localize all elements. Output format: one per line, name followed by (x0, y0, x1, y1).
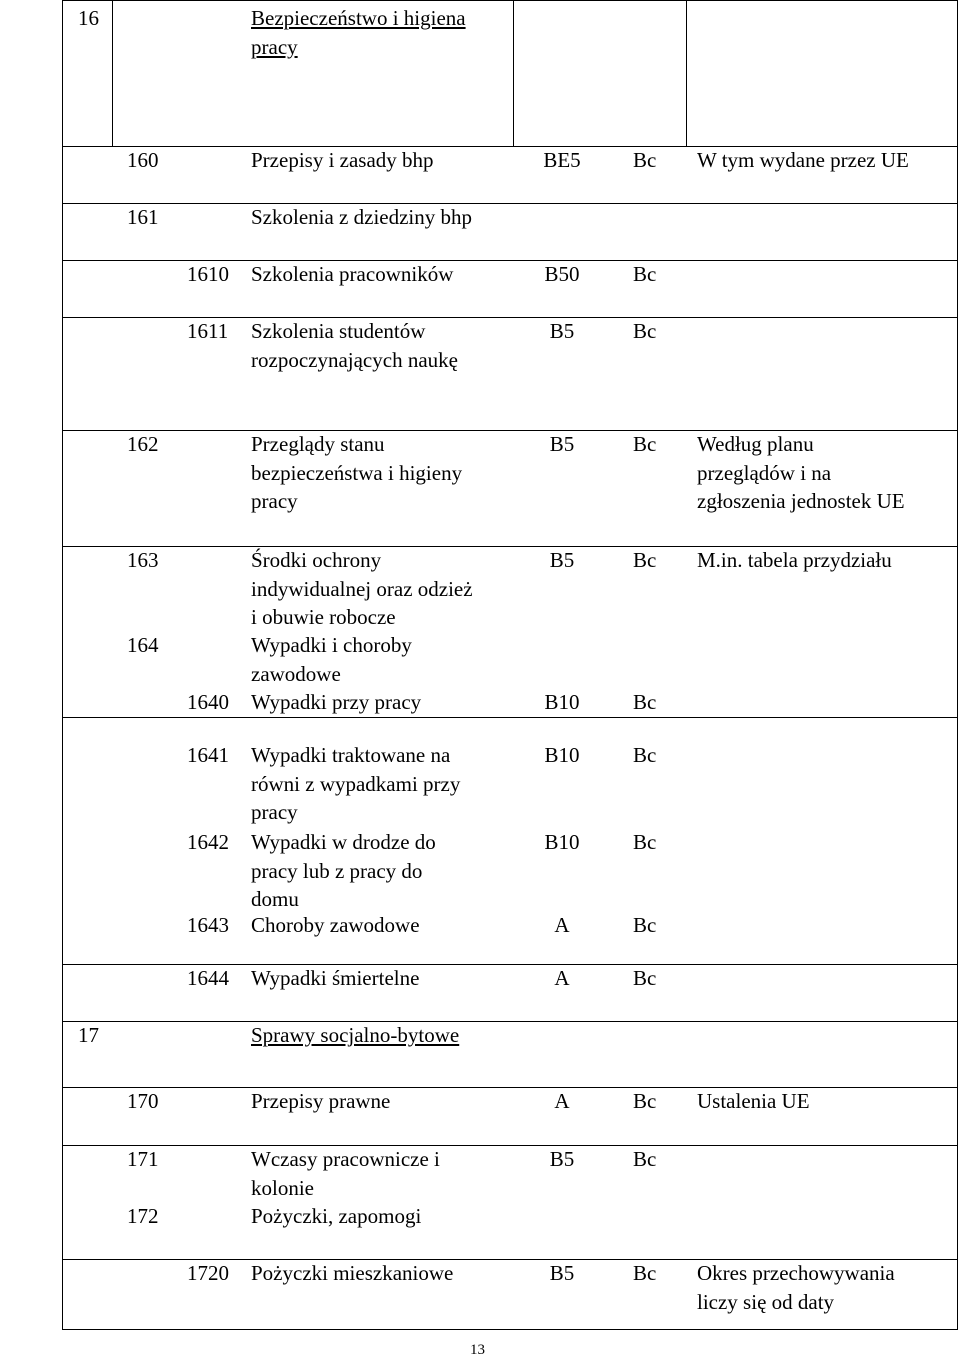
row-subcategory: Bc (633, 548, 657, 572)
row-subcategory: Bc (633, 1147, 657, 1171)
row-note: Według planu (697, 432, 814, 456)
row-code: 170 (127, 1089, 159, 1113)
row-title: Pożyczki, zapomogi (251, 1204, 422, 1228)
row-note: liczy się od daty (697, 1289, 835, 1314)
row-title: rozpoczynających naukę (251, 347, 458, 372)
row-divider (62, 1145, 958, 1146)
row-subcategory: Bc (633, 830, 657, 854)
row-note: W tym wydane przez UE (697, 148, 909, 172)
row-code: 163 (127, 548, 159, 572)
row-code: 1611 (187, 319, 229, 343)
table-border-right (957, 0, 958, 1330)
row-note: przeglądów i na (697, 460, 832, 485)
row-title: Wypadki śmiertelne (251, 966, 420, 990)
row-code: 16 (78, 6, 99, 30)
row-code: 17 (78, 1023, 99, 1047)
row-subcategory: Bc (633, 1261, 657, 1285)
row-category: B5 (549, 1261, 575, 1285)
row-category: B10 (544, 830, 580, 854)
row-title: Wypadki i choroby (251, 633, 412, 657)
row-category: B5 (549, 548, 575, 572)
row-subcategory: Bc (633, 966, 657, 990)
table-border-left (62, 0, 63, 1330)
row-title: Szkolenia z dziedziny bhp (251, 205, 473, 229)
row-category: A (554, 966, 570, 990)
row-code: 1643 (187, 913, 229, 937)
row-title: kolonie (251, 1175, 314, 1200)
row-title: zawodowe (251, 661, 341, 686)
row-divider (62, 203, 958, 204)
row-title: pracy (251, 34, 298, 59)
row-code: 1641 (187, 743, 229, 767)
row-code: 160 (127, 148, 159, 172)
row-title: domu (251, 887, 299, 911)
row-code: 1644 (187, 966, 229, 990)
row-category: B5 (549, 1147, 575, 1171)
row-subcategory: Bc (633, 432, 657, 456)
row-code: 1720 (187, 1261, 229, 1285)
row-divider (62, 1021, 958, 1022)
row-subcategory: Bc (633, 148, 657, 172)
row-divider (62, 430, 958, 431)
row-subcategory: Bc (633, 1089, 657, 1113)
row-title: Wypadki przy pracy (251, 690, 422, 714)
row-title: Wypadki traktowane na (251, 743, 451, 767)
row-code: 162 (127, 432, 159, 456)
row-code: 171 (127, 1147, 159, 1171)
row-code: 1610 (187, 262, 229, 286)
row-title: Wypadki w drodze do (251, 830, 436, 854)
row-note: Okres przechowywania (697, 1261, 895, 1285)
row-divider (62, 717, 958, 718)
row-subcategory: Bc (633, 913, 657, 937)
table-column-divider (513, 0, 514, 146)
row-code: 1640 (187, 690, 229, 714)
row-title: Przeglądy stanu (251, 432, 385, 456)
row-title: pracy (251, 489, 298, 513)
row-category: B50 (544, 262, 580, 286)
row-title: i obuwie robocze (251, 605, 396, 629)
row-title: Przepisy prawne (251, 1089, 391, 1113)
row-category: A (554, 1089, 570, 1113)
row-category: A (554, 913, 570, 937)
row-subcategory: Bc (633, 743, 657, 767)
row-category: B5 (549, 319, 575, 343)
row-subcategory: Bc (633, 690, 657, 714)
row-category: BE5 (543, 148, 581, 172)
row-category: B5 (549, 432, 575, 456)
table-border-top (62, 0, 958, 1)
row-title: indywidualnej oraz odzież (251, 576, 473, 601)
row-code: 161 (127, 205, 159, 229)
row-title: Pożyczki mieszkaniowe (251, 1261, 454, 1285)
row-title: Szkolenia studentów (251, 319, 426, 343)
row-title: pracy (251, 800, 298, 824)
table-column-divider (112, 0, 113, 146)
row-title: Wczasy pracownicze i (251, 1147, 440, 1171)
row-category: B10 (544, 743, 580, 767)
row-note: M.in. tabela przydziału (697, 548, 892, 572)
table-border-bottom (62, 1329, 958, 1330)
row-title: Bezpieczeństwo i higiena (251, 6, 466, 30)
row-note: Ustalenia UE (697, 1089, 810, 1113)
row-title: Szkolenia pracowników (251, 262, 454, 286)
row-subcategory: Bc (633, 319, 657, 343)
row-code: 164 (127, 633, 159, 657)
row-title: pracy lub z pracy do (251, 858, 423, 883)
row-title: Sprawy socjalno-bytowe (251, 1023, 460, 1047)
row-category: B10 (544, 690, 580, 714)
row-title: Choroby zawodowe (251, 913, 420, 937)
row-subcategory: Bc (633, 262, 657, 286)
row-title: bezpieczeństwa i higieny (251, 460, 463, 485)
row-title: równi z wypadkami przy (251, 771, 461, 796)
row-note: zgłoszenia jednostek UE (697, 489, 905, 513)
row-code: 172 (127, 1204, 159, 1228)
row-divider (62, 1087, 958, 1088)
page-number: 13 (470, 1342, 485, 1358)
row-code: 1642 (187, 830, 229, 854)
table-column-divider (686, 0, 687, 146)
row-title: Przepisy i zasady bhp (251, 148, 434, 172)
row-title: Środki ochrony (251, 548, 382, 572)
